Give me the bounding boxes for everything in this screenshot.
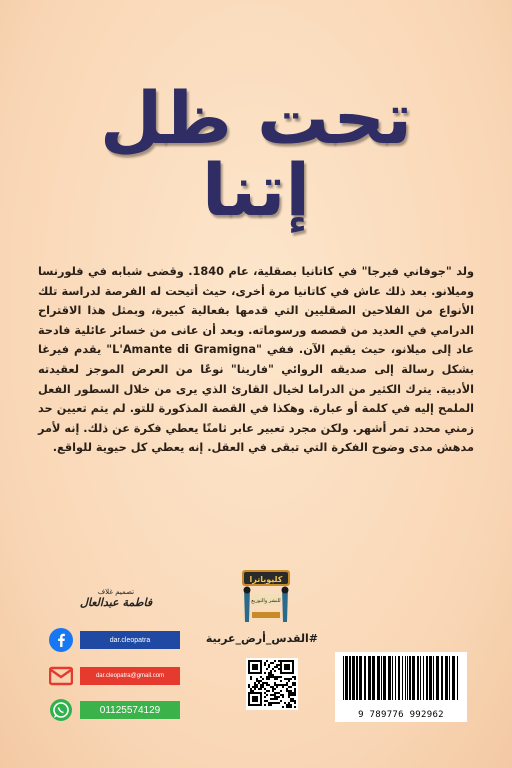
publisher-logo-text: كليوباترا — [249, 575, 283, 584]
whatsapp-icon — [48, 697, 74, 723]
facebook-handle: dar.cleopatra — [80, 631, 180, 649]
qr-code — [246, 658, 298, 710]
book-title-line1: تحت ظل — [99, 76, 413, 160]
facebook-icon — [48, 627, 74, 653]
isbn-barcode — [335, 652, 467, 722]
whatsapp-number: 01125574129 — [80, 701, 180, 719]
book-title-line2: إتنا — [201, 148, 311, 232]
whatsapp-contact[interactable] — [48, 697, 180, 723]
email-icon — [48, 663, 74, 689]
hashtag: #القدس_أرض_عربية — [205, 632, 318, 645]
facebook-contact[interactable] — [48, 627, 180, 653]
cover-designer-credit — [76, 588, 156, 609]
isbn-number: 9 789776 992962 — [358, 710, 444, 720]
email-contact[interactable] — [48, 663, 180, 689]
designer-label: تصميم غلاف — [97, 588, 135, 596]
publisher-logo-subtext: للنشر والتوزيع — [251, 598, 281, 604]
publisher-logo — [236, 568, 296, 628]
email-address: dar.cleopatra@gmail.com — [80, 667, 180, 685]
designer-name: فاطمة عبدالعال — [79, 596, 153, 609]
back-cover-blurb: ولد "جوفاني فيرجا" في كاتانيا بصقلية، عام 1840. وقضى شبابه في فلورنسا وميلانو. بعد ذلك عاش في كاتانيا مرة أخرى، حيث أتيحت له الفرصة لدراسة تلك الأنواع من الفلاحين الصقليين التي قدمها بفعالية كبيرة، وبمثل هذا الاقتراح الدرامي في العديد من قصصه ورسوماته. وبعد أن عانى من خسائر عائلية فادحة عاد إلى ميلانو، حيث يقيم الآن. ففي "L'Amante di Gramigna" يقدم فيرغا بشكل رسالة إلى صديقه الروائي "فارينا" نوعًا من العرض الموجز لعقيدته الأدبية. يترك الكثير من الدراما لخيال القارئ الذي يرى من خلال السطور الفعل الملمح إليه في كلمة أو عبارة. وهكذا في القصة المذكورة للتو. لم يتم تعيين حد زمني محدد تمر أشهر. ولكن مجرد تعبير عابر ثامنًا يعطي فكرة عن ذلك. إنه لأمر مدهش مدى وضوح الفكرة التي تبقى في العقل. إنه يعطي كل حيوية للواقع. — [38, 265, 474, 455]
